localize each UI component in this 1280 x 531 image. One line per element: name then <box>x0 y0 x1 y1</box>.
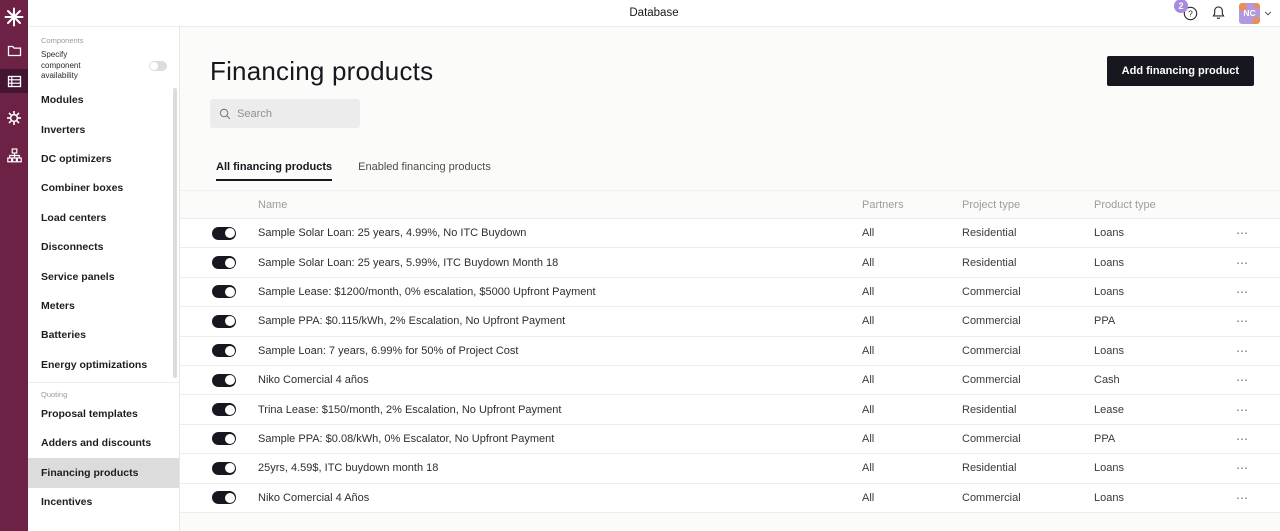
row-partners-cell: All <box>862 344 875 357</box>
topbar <box>28 0 1280 27</box>
row-name-cell: 25yrs, 4.59$, ITC buydown month 18 <box>258 462 439 475</box>
row-product-type-cell: Loans <box>1094 344 1124 357</box>
row-name-cell: Sample Solar Loan: 25 years, 4.99%, No ITC Buydown <box>258 227 527 240</box>
row-name-cell: Sample Loan: 7 years, 6.99% for 50% of Project Cost <box>258 344 519 357</box>
row-enabled-toggle[interactable] <box>212 403 236 416</box>
row-project-type-cell: Residential <box>962 227 1017 240</box>
row-partners-cell: All <box>862 315 875 328</box>
svg-text:?: ? <box>1188 7 1193 18</box>
specify-availability-label: Specify component availability <box>41 50 81 80</box>
search-box <box>210 99 360 128</box>
sidebar-item-label: Load centers <box>41 211 107 224</box>
sidebar-item-modules[interactable] <box>28 86 179 115</box>
sidebar-item-label: Batteries <box>41 329 86 342</box>
sidebar-item-proposal-templates[interactable] <box>28 399 179 428</box>
row-product-type-cell: PPA <box>1094 432 1116 445</box>
app-logo-icon[interactable] <box>0 4 28 30</box>
row-menu-button[interactable]: ⋯ <box>1236 284 1249 299</box>
column-header-partners: Partners <box>862 198 904 211</box>
table-row <box>180 425 1280 454</box>
sidebar-item-financing-products[interactable] <box>28 458 179 487</box>
row-project-type-cell: Commercial <box>962 285 1021 298</box>
app-rail <box>0 0 28 531</box>
table-row <box>180 454 1280 483</box>
row-enabled-toggle[interactable] <box>212 374 236 387</box>
row-project-type-cell: Commercial <box>962 491 1021 504</box>
sidebar-item-label: Proposal templates <box>41 408 138 421</box>
row-product-type-cell: Loans <box>1094 285 1124 298</box>
sidebar-item-meters[interactable] <box>28 291 179 320</box>
sidebar-scrollbar-thumb[interactable] <box>173 88 177 378</box>
sidebar-item-label: DC optimizers <box>41 152 112 165</box>
row-menu-button[interactable]: ⋯ <box>1236 343 1249 358</box>
tab-all-financing-products[interactable]: All financing products <box>216 161 332 181</box>
sidebar-item-combiner-boxes[interactable] <box>28 174 179 203</box>
row-project-type-cell: Commercial <box>962 432 1021 445</box>
components-section-label: Components <box>41 36 84 45</box>
row-enabled-toggle[interactable] <box>212 285 236 298</box>
sidebar-item-service-panels[interactable] <box>28 262 179 291</box>
row-enabled-toggle[interactable] <box>212 432 236 445</box>
row-enabled-toggle[interactable] <box>212 256 236 269</box>
column-header-project-type: Project type <box>962 198 1021 211</box>
row-partners-cell: All <box>862 285 875 298</box>
row-product-type-cell: Lease <box>1094 403 1124 416</box>
settings-gear-icon[interactable] <box>0 106 28 130</box>
tab-bar <box>216 161 1280 181</box>
projects-folder-icon[interactable] <box>0 38 28 62</box>
sidebar-item-label: Financing products <box>41 466 139 479</box>
row-enabled-toggle[interactable] <box>212 344 236 357</box>
row-enabled-toggle[interactable] <box>212 315 236 328</box>
financing-products-page <box>180 27 1280 531</box>
tab-enabled-financing-products[interactable]: Enabled financing products <box>358 161 491 173</box>
row-name-cell: Sample Solar Loan: 25 years, 5.99%, ITC Buydown Month 18 <box>258 256 559 269</box>
account-menu-button[interactable] <box>1239 3 1272 24</box>
sidebar-item-label: Inverters <box>41 123 86 136</box>
column-header-name: Name <box>258 198 288 211</box>
notifications-bell-button[interactable] <box>1211 5 1226 21</box>
search-icon <box>219 107 231 121</box>
row-name-cell: Sample Lease: $1200/month, 0% escalation, $5000 Upfront Payment <box>258 285 596 298</box>
row-partners-cell: All <box>862 432 875 445</box>
row-name-cell: Niko Comercial 4 Años <box>258 491 370 504</box>
help-button[interactable] <box>1178 0 1198 21</box>
add-financing-product-button[interactable]: Add financing product <box>1107 56 1254 86</box>
section-title: Financing products <box>210 55 434 86</box>
table-row <box>180 219 1280 248</box>
row-menu-button[interactable]: ⋯ <box>1236 490 1249 505</box>
sidebar-item-label: Disconnects <box>41 241 104 254</box>
quoting-nav <box>28 399 179 517</box>
row-menu-button[interactable]: ⋯ <box>1236 373 1249 388</box>
row-enabled-toggle[interactable] <box>212 227 236 240</box>
bell-icon <box>1211 5 1226 21</box>
row-project-type-cell: Commercial <box>962 374 1021 387</box>
sidebar-item-label: Incentives <box>41 496 93 509</box>
row-project-type-cell: Residential <box>962 256 1017 269</box>
table-row <box>180 337 1280 366</box>
sidebar-item-label: Energy optimizations <box>41 358 148 371</box>
sidebar-item-label: Combiner boxes <box>41 182 124 195</box>
sidebar-item-disconnects[interactable] <box>28 232 179 261</box>
table-row <box>180 484 1280 513</box>
database-sidebar <box>28 27 180 531</box>
row-menu-button[interactable]: ⋯ <box>1236 255 1249 270</box>
sidebar-item-inverters[interactable] <box>28 115 179 144</box>
row-name-cell: Sample PPA: $0.115/kWh, 2% Escalation, No Upfront Payment <box>258 315 566 328</box>
financing-products-table <box>180 190 1280 513</box>
row-product-type-cell: Loans <box>1094 256 1124 269</box>
row-menu-button[interactable]: ⋯ <box>1236 431 1249 446</box>
row-partners-cell: All <box>862 374 875 387</box>
row-menu-button[interactable]: ⋯ <box>1236 461 1249 476</box>
row-partners-cell: All <box>862 462 875 475</box>
sidebar-item-incentives[interactable] <box>28 488 179 517</box>
sidebar-item-label: Modules <box>41 94 84 107</box>
sidebar-item-adders-and-discounts[interactable] <box>28 429 179 458</box>
row-partners-cell: All <box>862 491 875 504</box>
sidebar-item-batteries[interactable] <box>28 321 179 350</box>
specify-availability-row <box>28 45 179 86</box>
sidebar-item-load-centers[interactable] <box>28 203 179 232</box>
column-header-product-type: Product type <box>1094 198 1156 211</box>
row-partners-cell: All <box>862 256 875 269</box>
sidebar-item-energy-optimizations[interactable] <box>28 350 179 379</box>
row-name-cell: Niko Comercial 4 años <box>258 374 369 387</box>
row-menu-button[interactable]: ⋯ <box>1236 314 1249 329</box>
hierarchy-sitemap-icon[interactable] <box>0 143 28 167</box>
components-nav <box>28 86 179 380</box>
row-project-type-cell: Commercial <box>962 344 1021 357</box>
sidebar-item-label: Adders and discounts <box>41 437 152 450</box>
row-enabled-toggle[interactable] <box>212 462 236 475</box>
table-row <box>180 366 1280 395</box>
quoting-section-label: Quoting <box>41 390 68 400</box>
row-partners-cell: All <box>862 227 875 240</box>
table-row <box>180 395 1280 424</box>
database-nav-icon[interactable] <box>0 69 28 93</box>
row-menu-button[interactable]: ⋯ <box>1236 226 1249 241</box>
row-menu-button[interactable]: ⋯ <box>1236 402 1249 417</box>
chevron-down-icon <box>1264 11 1272 16</box>
row-project-type-cell: Residential <box>962 403 1017 416</box>
table-row <box>180 248 1280 277</box>
sidebar-item-label: Meters <box>41 299 75 312</box>
row-product-type-cell: Loans <box>1094 227 1124 240</box>
table-body <box>180 219 1280 513</box>
user-avatar: NC <box>1239 3 1260 24</box>
row-name-cell: Sample PPA: $0.08/kWh, 0% Escalator, No Upfront Payment <box>258 432 555 445</box>
table-row <box>180 278 1280 307</box>
row-product-type-cell: Loans <box>1094 491 1124 504</box>
row-partners-cell: All <box>862 403 875 416</box>
row-project-type-cell: Residential <box>962 462 1017 475</box>
specify-availability-toggle[interactable] <box>149 61 167 71</box>
row-project-type-cell: Commercial <box>962 315 1021 328</box>
sidebar-item-dc-optimizers[interactable] <box>28 144 179 173</box>
notification-count-badge: 2 <box>1174 0 1188 13</box>
row-product-type-cell: Loans <box>1094 462 1124 475</box>
row-name-cell: Trina Lease: $150/month, 2% Escalation, No Upfront Payment <box>258 403 562 416</box>
row-enabled-toggle[interactable] <box>212 491 236 504</box>
page-title: Database <box>629 7 679 19</box>
row-product-type-cell: Cash <box>1094 374 1120 387</box>
row-product-type-cell: PPA <box>1094 315 1116 328</box>
table-row <box>180 307 1280 336</box>
table-header-row <box>180 190 1280 219</box>
search-input[interactable] <box>237 108 351 120</box>
sidebar-item-label: Service panels <box>41 270 115 283</box>
